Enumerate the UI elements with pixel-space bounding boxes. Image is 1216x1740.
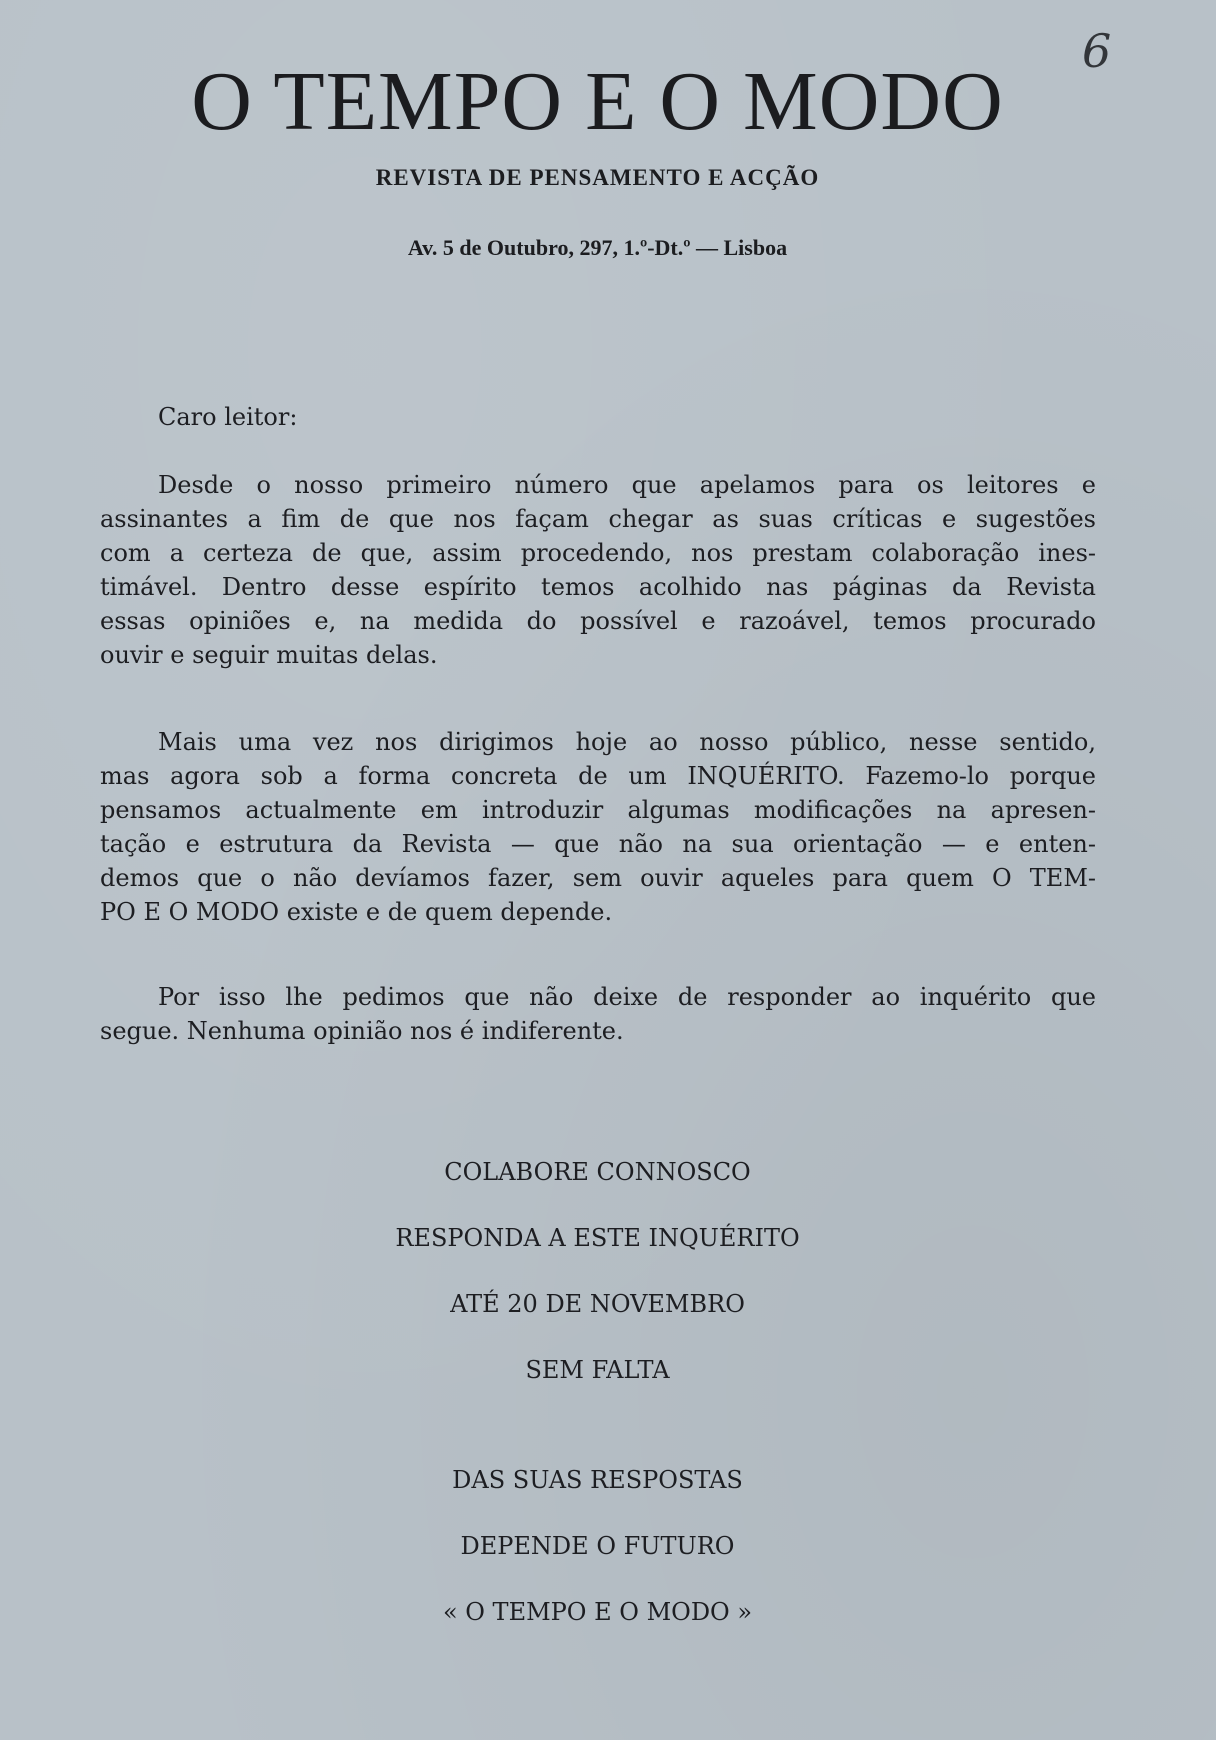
paragraph-line: essas opiniões e, na medida do possível e razoável, temos procurado	[100, 607, 1096, 635]
paragraph-line: PO E O MODO existe e de quem depende.	[100, 898, 613, 926]
paragraph-line: demos que o não devíamos fazer, sem ouvir aqueles para quem O TEM-	[100, 864, 1096, 892]
salutation: Caro leitor:	[158, 403, 298, 431]
appeal-line: RESPONDA A ESTE INQUÉRITO	[395, 1224, 800, 1252]
paragraph-line: Por isso lhe pedimos que não deixe de responder ao inquérito que	[158, 983, 1096, 1011]
paragraph-3	[100, 980, 1096, 1048]
paragraph-line: tação e estrutura da Revista — que não na sua orientação — e enten-	[100, 830, 1096, 858]
masthead-address: Av. 5 de Outubro, 297, 1.º-Dt.º — Lisboa	[407, 235, 788, 260]
appeal-line: COLABORE CONNOSCO	[444, 1158, 751, 1186]
paragraph-line: mas agora sob a forma concreta de um INQUÉRITO. Fazemo-lo porque	[100, 762, 1096, 790]
masthead-subtitle: REVISTA DE PENSAMENTO E ACÇÃO	[375, 165, 820, 190]
paragraph-line: pensamos actualmente em introduzir algumas modificações na apresen-	[100, 796, 1096, 824]
handwritten-page-number: 6	[1082, 24, 1112, 78]
appeal-line: DAS SUAS RESPOSTAS	[452, 1466, 743, 1494]
paragraph-2	[100, 725, 1096, 929]
paragraph-line: com a certeza de que, assim procedendo, nos prestam colaboração ines-	[100, 539, 1096, 567]
paragraph-line: segue. Nenhuma opinião nos é indiferente.	[100, 1017, 624, 1045]
appeal-line: DEPENDE O FUTURO	[460, 1532, 735, 1560]
paragraph-line: ouvir e seguir muitas delas.	[100, 641, 438, 669]
paragraph-line: assinantes a fim de que nos façam chegar as suas críticas e sugestões	[100, 505, 1096, 533]
paragraph-1	[100, 468, 1096, 672]
paragraph-line: Desde o nosso primeiro número que apelamos para os leitores e	[158, 471, 1096, 499]
paragraph-line: Mais uma vez nos dirigimos hoje ao nosso público, nesse sentido,	[158, 728, 1096, 756]
appeal-line: SEM FALTA	[525, 1356, 670, 1384]
appeal-line: ATÉ 20 DE NOVEMBRO	[450, 1290, 745, 1318]
paragraph-line: timável. Dentro desse espírito temos acolhido nas páginas da Revista	[100, 573, 1096, 601]
masthead-title: O TEMPO E O MODO	[191, 55, 1004, 148]
appeal-line: « O TEMPO E O MODO »	[442, 1598, 753, 1626]
